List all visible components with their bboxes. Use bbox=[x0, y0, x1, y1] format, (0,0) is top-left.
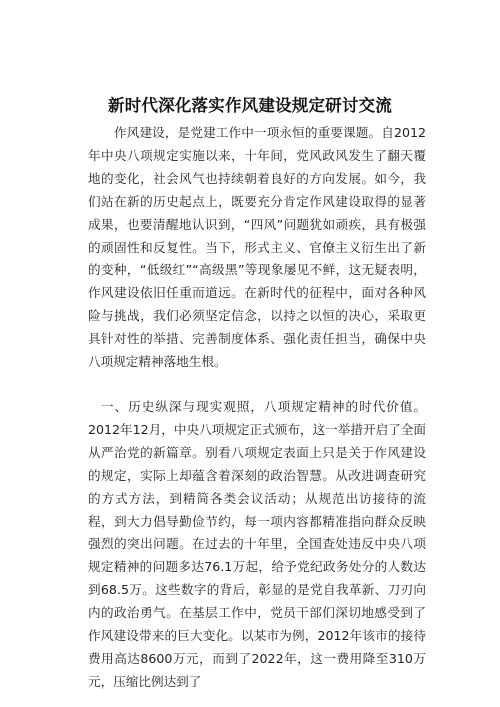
intro-paragraph: 作风建设，是党建工作中一项永恒的重要课题。自2012年中央八项规定实施以来，十年间，党风政风发生了翻天覆地的变化，社会风气也持续朝着良好的方向发展。如今，我们站在新的历史起点上，既要充分肯定作风建设取得的显著成果，也要清醒地认识到，“四风”问题犹如顽疾，具有极强的顽固性和反复性。当下，形式主义、官僚主义衍生出了新的变种，“低级红”“高级黑”等现象屡见不鲜，这无疑表明，作风建设依旧任重而道远。在新时代的征程中，面对各种风险与挑战，我们必须坚定信念，以持之以恒的决心，采取更具针对性的举措、完善制度体系、强化责任担当，确保中央八项规定精神落地生根。 bbox=[88, 125, 426, 370]
section-one-paragraph: 一、历史纵深与现实观照，八项规定精神的时代价值。2012年12月，中央八项规定正式颁布，这一举措开启了全面从严治党的新篇章。别看八项规定表面上只是关于作风建设的规定，实际上却蕴含着深刻的政治智慧。从改进调查研究的方式方法，到精简各类会议活动；从规范出访接待的流程，到大力倡导勤俭节约，每一项内容都精准指向群众反映强烈的突出问题。在过去的十年里，全国查处违反中央八项规定精神的问题多达76.1万起，给予党纪政务处分的人数达到68.5万。这些数字的背后，彰显的是党自我革新、刀刃向内的政治勇气。在基层工作中，党员干部们深切地感受到了作风建设带来的巨大变化。以某市为例，2012年该市的接待费用高达8600万元，而到了2022年，这一费用降至310万元，压缩比例达到了 bbox=[88, 398, 426, 689]
document-title: 新时代深化落实作风建设规定研讨交流 bbox=[108, 96, 392, 115]
document-body bbox=[88, 122, 426, 694]
